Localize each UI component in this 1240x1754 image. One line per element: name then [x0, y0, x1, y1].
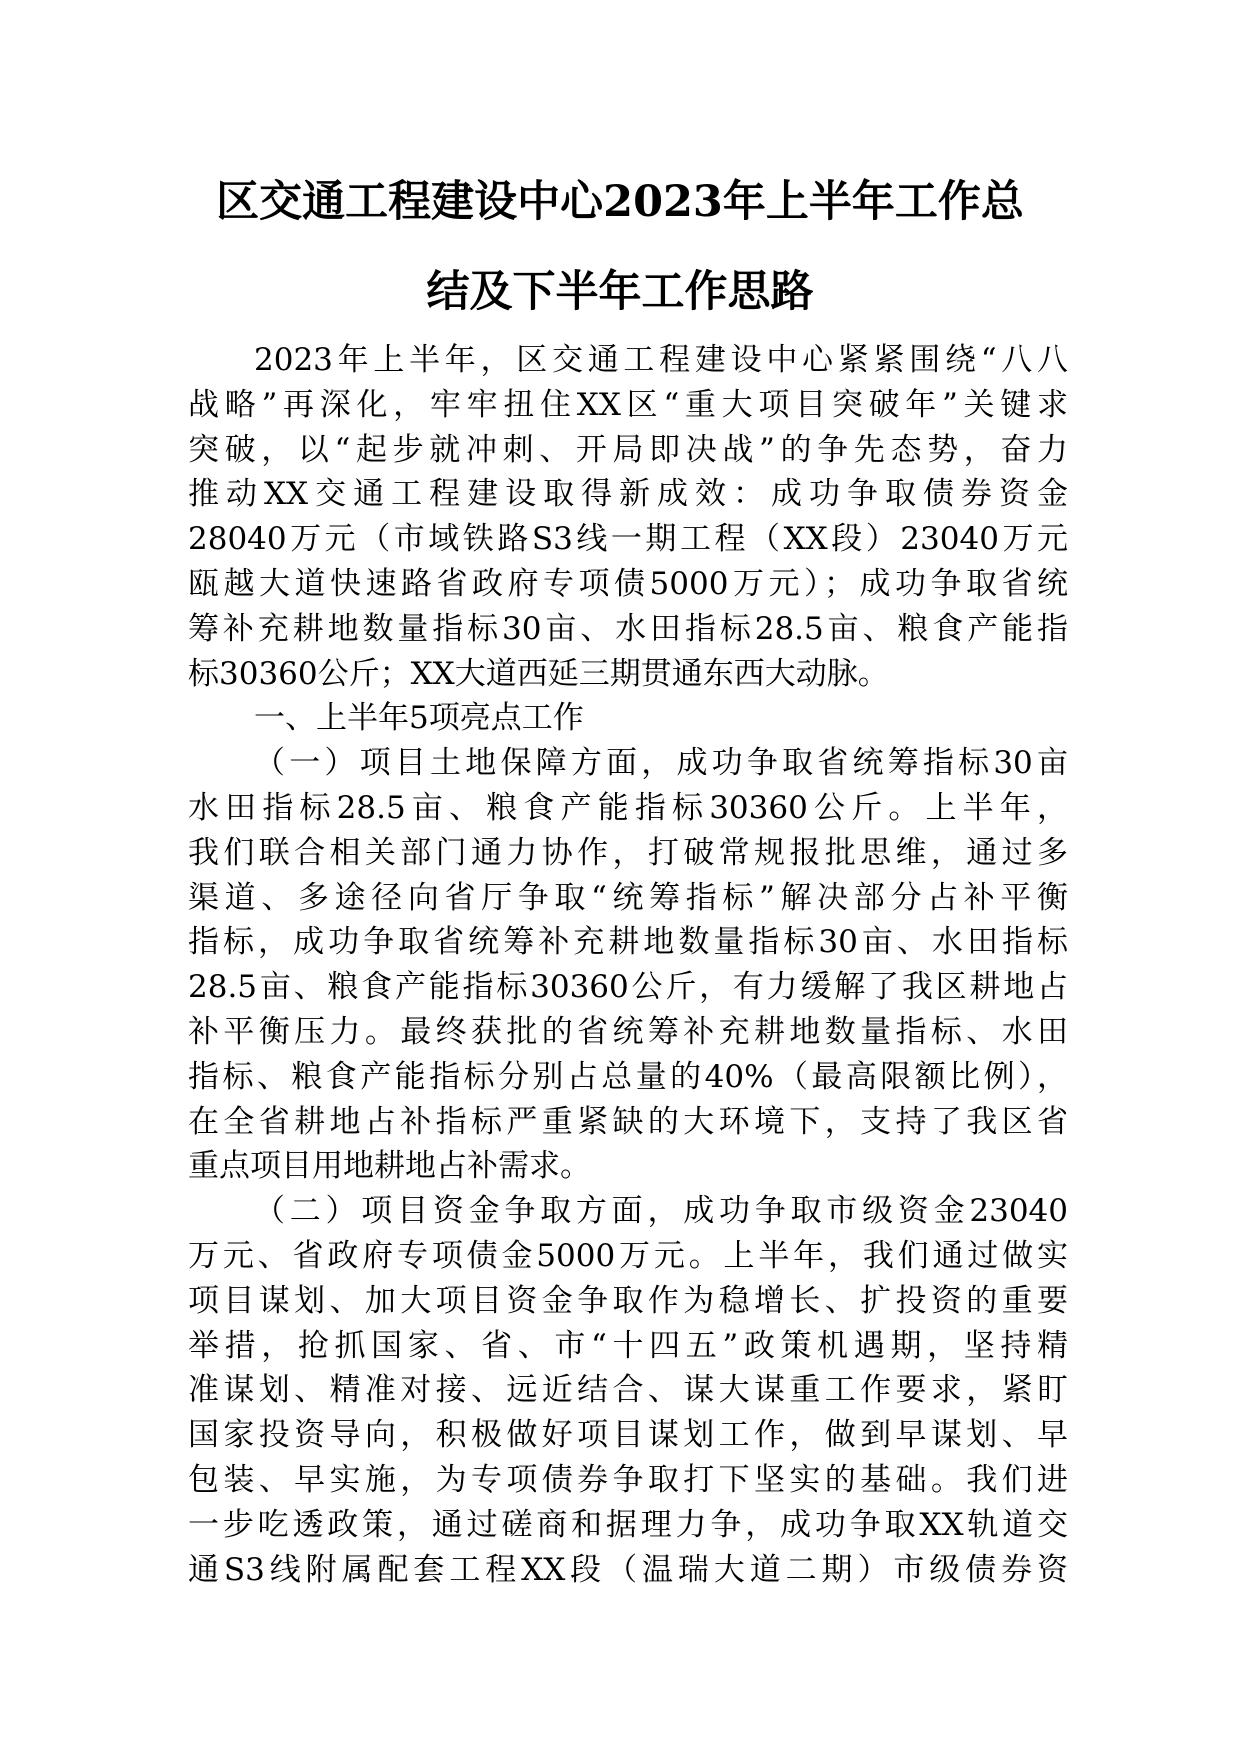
paragraph-line: 2023年上半年，区交通工程建设中心紧紧围绕“八八	[254, 342, 1068, 378]
paragraph-line: 国家投资导向，积极做好项目谋划工作，做到早谋划、早	[188, 1417, 1068, 1454]
paragraph-line: 指标，成功争取省统筹补充耕地数量指标30亩、水田指标	[188, 924, 1068, 961]
paragraph-line: 包装、早实施，为专项债券争取打下坚实的基础。我们进	[188, 1461, 1068, 1498]
paragraph-line: 通S3线附属配套工程XX段（温瑞大道二期）市级债券资	[188, 1551, 1068, 1588]
document-body	[188, 338, 1068, 1592]
section-heading: 一、上半年5项亮点工作	[254, 700, 584, 737]
document-title-line-1: 区交通工程建设中心2023年上半年工作总	[216, 177, 1024, 227]
paragraph-line: 推动XX交通工程建设取得新成效：成功争取债券资金	[188, 476, 1068, 513]
paragraph-line: 重点项目用地耕地占补需求。	[188, 1148, 591, 1185]
paragraph-line: 项目谋划、加大项目资金争取作为稳增长、扩投资的重要	[188, 1282, 1068, 1319]
paragraph-line: 准谋划、精准对接、远近结合、谋大谋重工作要求，紧盯	[188, 1372, 1068, 1409]
document-title-line-2: 结及下半年工作思路	[426, 267, 814, 317]
paragraph-line: 举措，抢抓国家、省、市“十四五”政策机遇期，坚持精	[188, 1327, 1068, 1364]
paragraph-line: 突破，以“起步就冲刺、开局即决战”的争先态势，奋力	[188, 431, 1068, 468]
paragraph-line: 一步吃透政策，通过磋商和据理力争，成功争取XX轨道交	[188, 1506, 1068, 1543]
paragraph-line: 标30360公斤；XX大道西延三期贯通东西大动脉。	[188, 655, 889, 692]
paragraph-line: 水田指标28.5亩、粮食产能指标30360公斤。上半年，	[188, 789, 1068, 826]
paragraph-line: 我们联合相关部门通力协作，打破常规报批思维，通过多	[188, 834, 1068, 871]
paragraph-line: 战略”再深化，牢牢扭住XX区“重大项目突破年”关键求	[188, 386, 1068, 423]
subsection-heading-line: （二）项目资金争取方面，成功争取市级资金23040	[254, 1193, 1068, 1230]
paragraph-line: 渠道、多途径向省厅争取“统筹指标”解决部分占补平衡	[188, 879, 1068, 916]
paragraph-line: 万元、省政府专项债金5000万元。上半年，我们通过做实	[188, 1237, 1068, 1274]
paragraph-line: 筹补充耕地数量指标30亩、水田指标28.5亩、粮食产能指	[188, 610, 1068, 647]
paragraph-line: 补平衡压力。最终获批的省统筹补充耕地数量指标、水田	[188, 1013, 1068, 1050]
paragraph-line: 28040万元（市域铁路S3线一期工程（XX段）23040万元	[188, 521, 1068, 558]
paragraph-line: 在全省耕地占补指标严重紧缺的大环境下，支持了我区省	[188, 1103, 1068, 1140]
paragraph-line: 指标、粮食产能指标分别占总量的40%（最高限额比例），	[188, 1058, 1068, 1095]
subsection-heading-line: （一）项目土地保障方面，成功争取省统筹指标30亩	[254, 745, 1068, 782]
paragraph-line: 28.5亩、粮食产能指标30360公斤，有力缓解了我区耕地占	[188, 969, 1068, 1006]
paragraph-line: 瓯越大道快速路省政府专项债5000万元）；成功争取省统	[188, 565, 1068, 602]
